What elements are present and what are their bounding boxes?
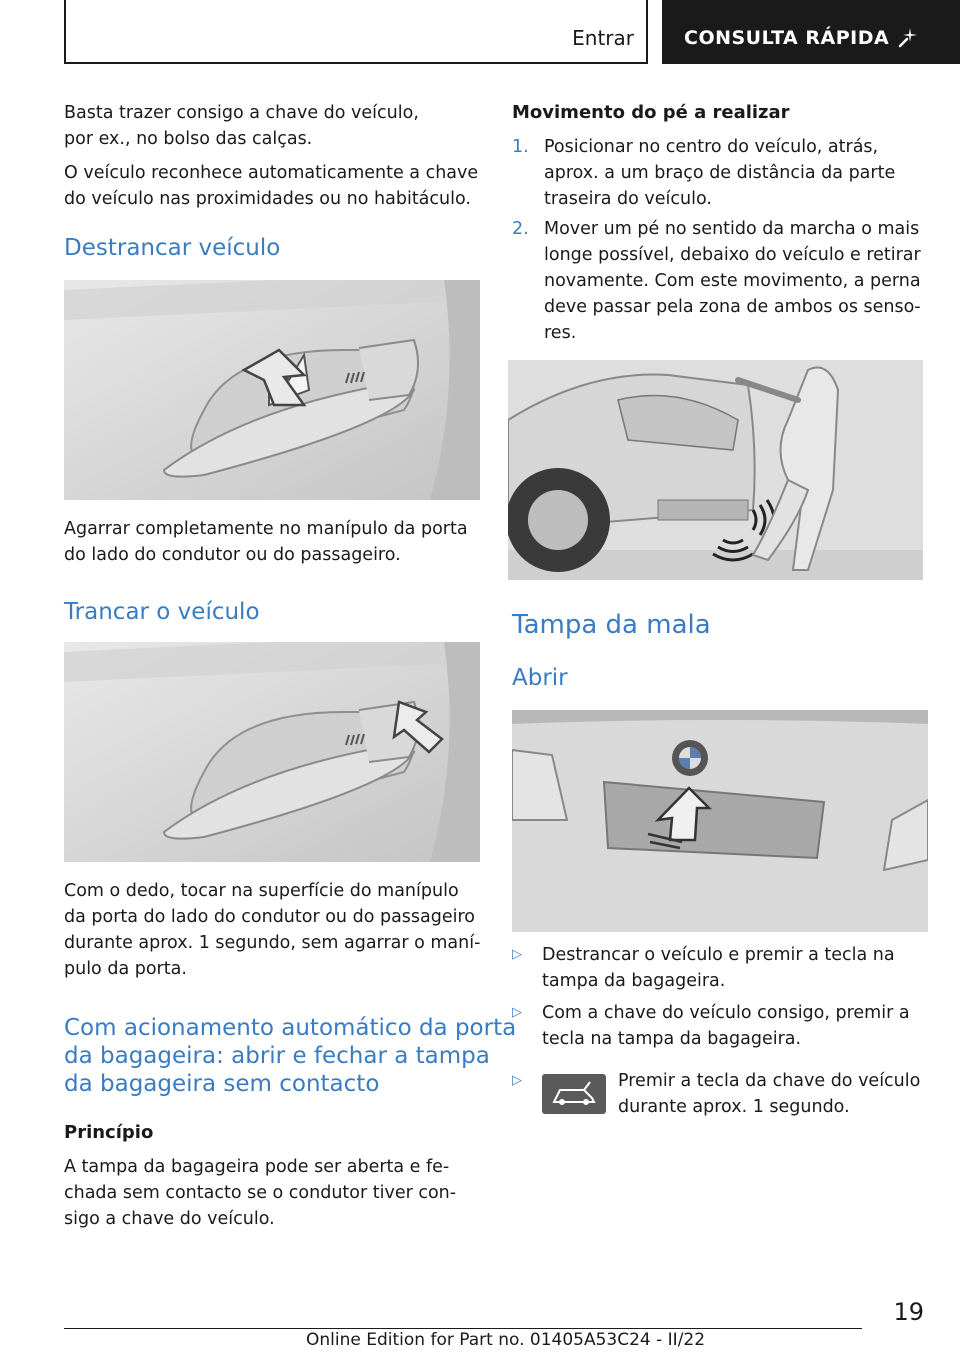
principle-label: Princípio [64, 1122, 154, 1143]
tailgate-button-illustration [512, 710, 928, 932]
step-2-line-3: novamente. Com este movimento, a perna [544, 271, 921, 291]
bullet-3-line-1: Premir a tecla da chave do veículo [618, 1071, 921, 1091]
step-1-line-2: aprox. a um braço de distância da parte [544, 163, 896, 183]
edition-info: Online Edition for Part no. 01405A53C24 - II/22 [306, 1330, 706, 1350]
step-2 [512, 216, 932, 350]
step-2-line-5: res. [544, 323, 577, 343]
heading-lock: Trancar o veículo [64, 599, 260, 625]
header-quick-ref-label: CONSULTA RÁPIDA [684, 27, 890, 49]
movement-label: Movimento do pé a realizar [512, 102, 790, 123]
unlock-text-2: do lado do condutor ou do passageiro. [64, 545, 401, 565]
heading-auto-line-1: Com acionamento automático da porta [64, 1015, 517, 1041]
door-handle-lock-illustration [64, 642, 480, 862]
star-hand-icon [898, 26, 920, 48]
unlock-text-1: Agarrar completamente no manípulo da porta [64, 519, 468, 539]
step-1-line-1: Posicionar no centro do veículo, atrás, [544, 137, 879, 157]
key-tailgate-button-icon [542, 1074, 606, 1114]
bullet-3-line-2: durante aprox. 1 segundo. [618, 1097, 850, 1117]
step-1-line-3: traseira do veículo. [544, 189, 712, 209]
bullet-2-line-1: Com a chave do veículo consigo, premir a [542, 1003, 910, 1023]
step-2-line-2: longe possível, debaixo do veículo e retirar [544, 245, 921, 265]
principle-text-3: sigo a chave do veículo. [64, 1209, 275, 1229]
step-1 [512, 134, 932, 218]
header-section-box [64, 0, 648, 64]
bullet-2-marker: ▷ [512, 1005, 522, 1020]
bullet-2-line-2: tecla na tampa da bagageira. [542, 1029, 802, 1049]
lock-text-1: Com o dedo, tocar na superfície do manípulo [64, 881, 459, 901]
lock-text-4: pulo da porta. [64, 959, 187, 979]
page-number: 19 [893, 1298, 924, 1326]
header-section-label: Entrar [572, 26, 634, 50]
heading-tailgate: Tampa da mala [512, 610, 711, 640]
heading-auto-line-2: da bagageira: abrir e fechar a tampa [64, 1043, 490, 1069]
intro-line-3: O veículo reconhece automaticamente a chave [64, 163, 479, 183]
bullet-3-marker: ▷ [512, 1073, 522, 1088]
step-2-line-1: Mover um pé no sentido da marcha o mais [544, 219, 920, 239]
step-2-number: 2. [512, 219, 529, 239]
heading-open: Abrir [512, 665, 568, 691]
principle-text-1: A tampa da bagageira pode ser aberta e fe‐ [64, 1157, 450, 1177]
principle-text-2: chada sem contacto se o condutor tiver con‐ [64, 1183, 457, 1203]
lock-text-3: durante aprox. 1 segundo, sem agarrar o maní‐ [64, 933, 481, 953]
bullet-1-line-1: Destrancar o veículo e premir a tecla na [542, 945, 895, 965]
header-quick-ref-box [662, 0, 960, 64]
intro-line-4: do veículo nas proximidades ou no habitáculo. [64, 189, 471, 209]
heading-unlock: Destrancar veículo [64, 235, 281, 261]
intro-line-2: por ex., no bolso das calças. [64, 129, 313, 149]
lock-text-2: da porta do lado do condutor ou do passageiro [64, 907, 476, 927]
bullet-1-line-2: tampa da bagageira. [542, 971, 726, 991]
footer-divider [64, 1328, 862, 1329]
bullet-1-marker: ▷ [512, 947, 522, 962]
door-handle-unlock-illustration [64, 280, 480, 500]
intro-line-1: Basta trazer consigo a chave do veículo, [64, 103, 419, 123]
foot-movement-illustration [508, 360, 923, 580]
heading-auto-line-3: da bagageira sem contacto [64, 1071, 380, 1097]
step-2-line-4: deve passar pela zona de ambos os senso‐ [544, 297, 921, 317]
step-1-number: 1. [512, 137, 529, 157]
